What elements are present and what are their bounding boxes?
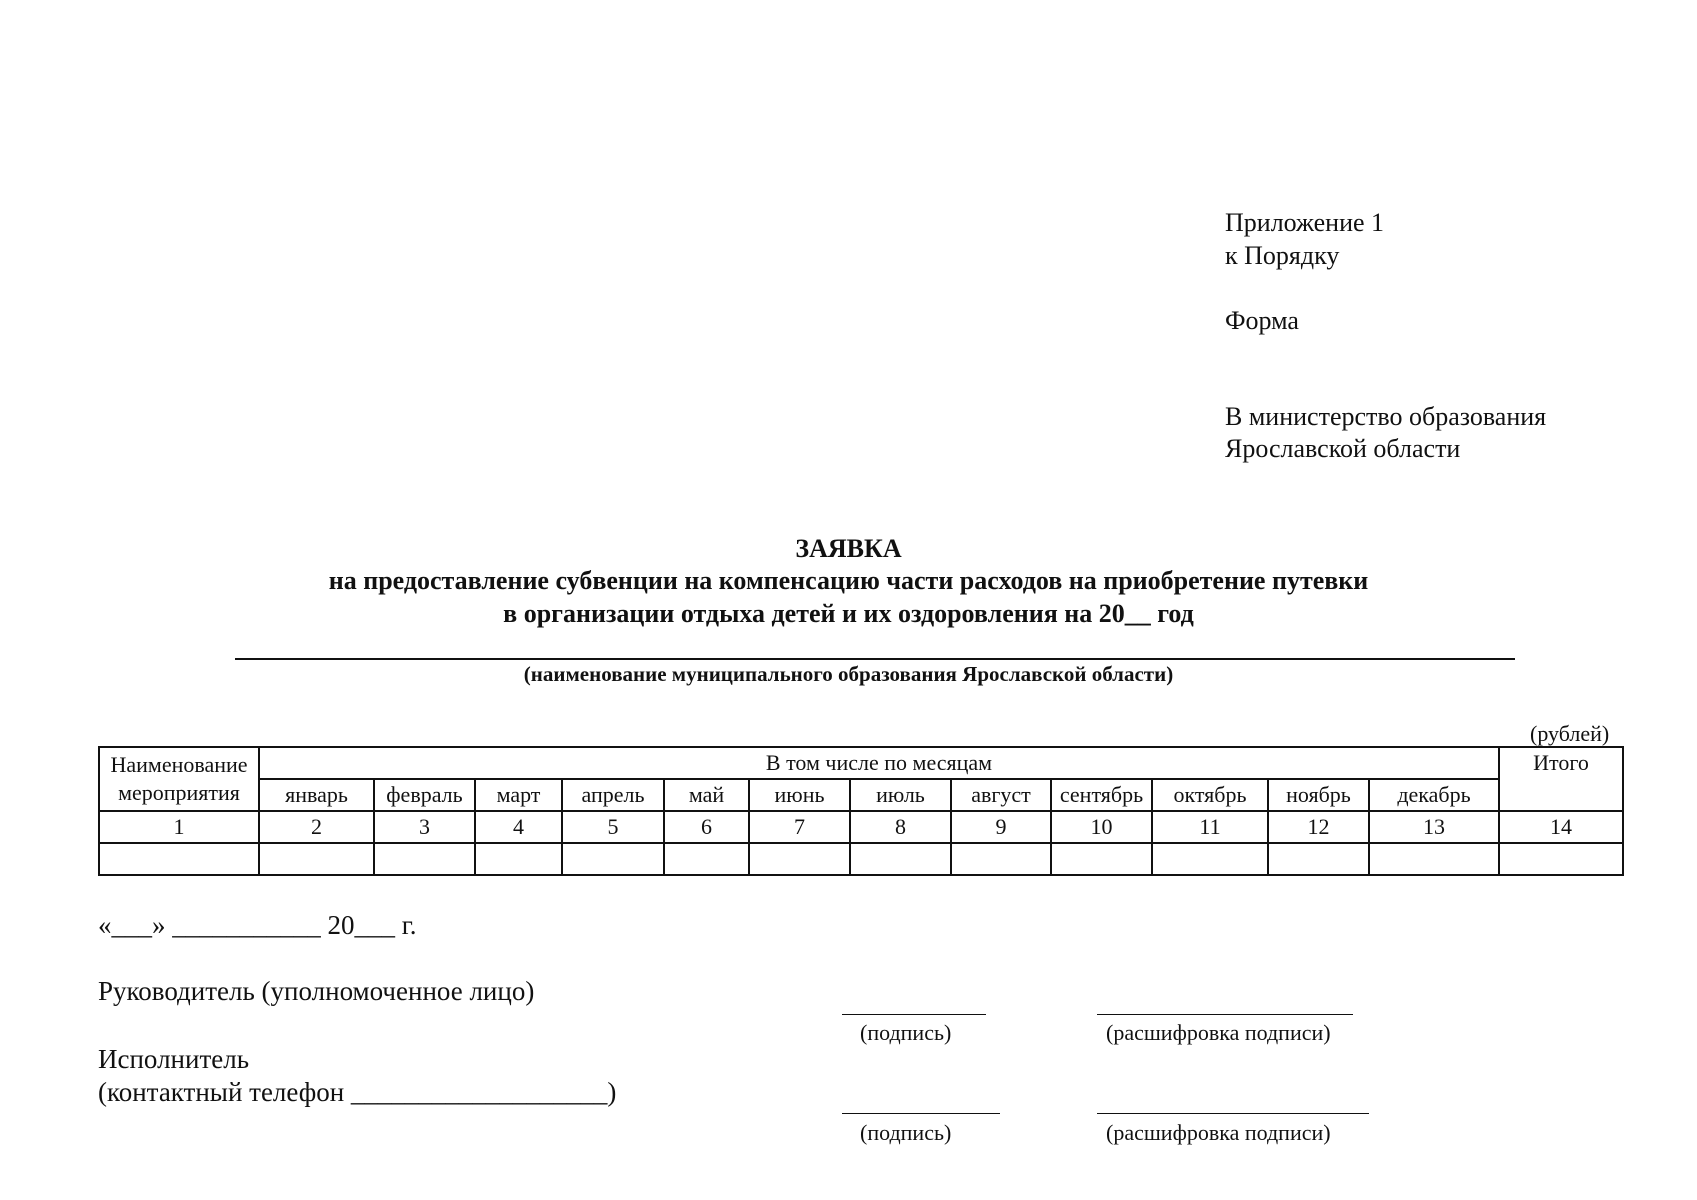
- column-number-11: 11: [1152, 811, 1268, 843]
- data-cell-13[interactable]: [1369, 843, 1499, 875]
- column-number-14: 14: [1499, 811, 1623, 843]
- header-month-2: февраль: [374, 779, 475, 811]
- document-title: ЗАЯВКА: [795, 534, 902, 563]
- column-number-4: 4: [475, 811, 562, 843]
- header-event-name-line-1: Наименование: [110, 752, 248, 777]
- addressee-line-2: Ярославской области: [1225, 434, 1461, 463]
- column-number-8: 8: [850, 811, 951, 843]
- column-number-13: 13: [1369, 811, 1499, 843]
- data-cell-8[interactable]: [850, 843, 951, 875]
- data-cell-1[interactable]: [99, 843, 259, 875]
- head-label: Руководитель (уполномоченное лицо): [98, 976, 535, 1006]
- municipality-caption: (наименование муниципального образования Ярославской области): [523, 662, 1174, 686]
- header-month-10: октябрь: [1152, 779, 1268, 811]
- header-month-5: май: [664, 779, 749, 811]
- head-decoding-caption: (расшифровка подписи): [1106, 1020, 1331, 1045]
- data-cell-12[interactable]: [1268, 843, 1369, 875]
- executor-phone-field[interactable]: (контактный телефон ___________________): [98, 1077, 617, 1107]
- data-cell-9[interactable]: [951, 843, 1051, 875]
- column-number-5: 5: [562, 811, 664, 843]
- executor-signature-line[interactable]: [842, 1113, 1000, 1114]
- header-month-9: сентябрь: [1051, 779, 1152, 811]
- head-decoding-line[interactable]: [1097, 1014, 1353, 1015]
- header-month-12: декабрь: [1369, 779, 1499, 811]
- data-cell-7[interactable]: [749, 843, 850, 875]
- addressee-line-1: В министерство образования: [1225, 402, 1547, 431]
- column-number-12: 12: [1268, 811, 1369, 843]
- appendix-reference: [1225, 206, 1384, 272]
- header-total: Итого: [1499, 747, 1623, 811]
- date-line[interactable]: «___» ___________ 20___ г.: [98, 910, 417, 940]
- data-cell-3[interactable]: [374, 843, 475, 875]
- header-month-6: июнь: [749, 779, 850, 811]
- form-label: Форма: [1225, 306, 1299, 335]
- column-number-7: 7: [749, 811, 850, 843]
- data-cell-14[interactable]: [1499, 843, 1623, 875]
- executor-signature-caption: (подпись): [860, 1120, 952, 1145]
- column-number-6: 6: [664, 811, 749, 843]
- appendix-to-order: к Порядку: [1225, 241, 1340, 270]
- header-by-months: В том числе по месяцам: [259, 747, 1499, 779]
- document-subtitle-line-2: в организации отдыха детей и их оздоровления на 20__ год: [503, 599, 1194, 628]
- executor-decoding-caption: (расшифровка подписи): [1106, 1120, 1331, 1145]
- monthly-subvention-table: [98, 746, 1624, 876]
- column-number-9: 9: [951, 811, 1051, 843]
- executor-label: Исполнитель: [98, 1044, 250, 1074]
- document-subtitle-line-1: на предоставление субвенции на компенсацию части расходов на приобретение путевки: [328, 566, 1369, 595]
- header-month-11: ноябрь: [1268, 779, 1369, 811]
- data-cell-11[interactable]: [1152, 843, 1268, 875]
- appendix-number: Приложение 1: [1225, 208, 1385, 237]
- header-month-8: август: [951, 779, 1051, 811]
- units-label: (рублей): [1530, 721, 1610, 746]
- header-event-name: [99, 747, 259, 811]
- header-event-name-line-2: мероприятия: [118, 780, 240, 805]
- header-month-1: январь: [259, 779, 374, 811]
- head-signature-caption: (подпись): [860, 1020, 952, 1045]
- data-cell-4[interactable]: [475, 843, 562, 875]
- data-cell-10[interactable]: [1051, 843, 1152, 875]
- column-number-1: 1: [99, 811, 259, 843]
- header-month-4: апрель: [562, 779, 664, 811]
- header-month-7: июль: [850, 779, 951, 811]
- column-number-10: 10: [1051, 811, 1152, 843]
- column-number-3: 3: [374, 811, 475, 843]
- header-month-3: март: [475, 779, 562, 811]
- data-cell-6[interactable]: [664, 843, 749, 875]
- executor-decoding-line[interactable]: [1097, 1113, 1369, 1114]
- data-cell-2[interactable]: [259, 843, 374, 875]
- data-cell-5[interactable]: [562, 843, 664, 875]
- column-number-2: 2: [259, 811, 374, 843]
- addressee: [1225, 401, 1546, 465]
- municipality-fill-line[interactable]: [235, 658, 1515, 660]
- head-signature-line[interactable]: [842, 1014, 986, 1015]
